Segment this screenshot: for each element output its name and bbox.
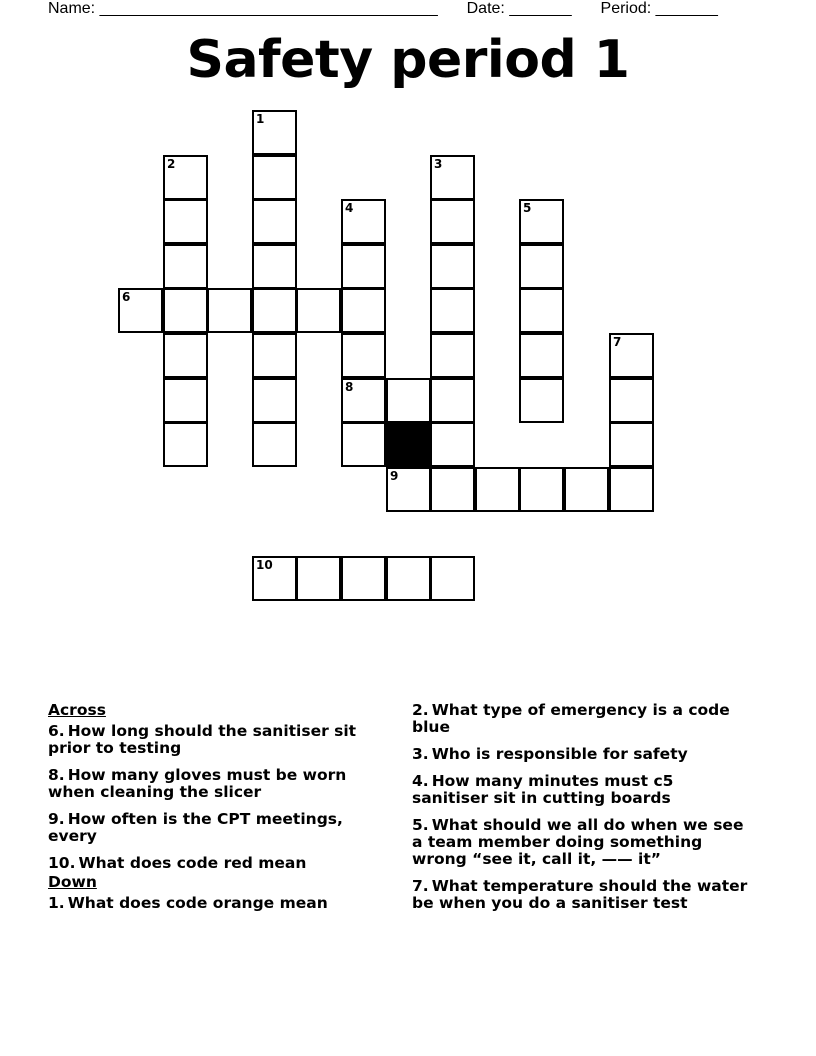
grid-cell[interactable] — [296, 288, 341, 333]
grid-cell[interactable] — [252, 110, 297, 155]
grid-cell[interactable] — [386, 467, 431, 512]
clue-text: How many minutes must c5 sanitiser sit in cutting boards — [412, 772, 674, 807]
grid-cell[interactable] — [341, 199, 386, 244]
clue-text: How often is the CPT meetings, every — [48, 810, 343, 845]
clue-number-label: 9 — [390, 469, 399, 483]
clue-number: 9. — [48, 810, 65, 828]
clue-down-5 — [412, 817, 752, 868]
grid-cell[interactable] — [430, 199, 475, 244]
grid-cell[interactable] — [430, 467, 475, 512]
name-field-label: Name: ______________________________________ — [48, 0, 438, 17]
grid-cell[interactable] — [564, 467, 609, 512]
clue-across-10 — [48, 855, 388, 872]
clue-number-label: 4 — [345, 201, 354, 215]
grid-cell[interactable] — [430, 422, 475, 467]
grid-cell[interactable] — [341, 333, 386, 378]
grid-cell[interactable] — [341, 422, 386, 467]
clue-number-label: 5 — [523, 201, 532, 215]
clue-number-label: 8 — [345, 380, 354, 394]
grid-cell[interactable] — [609, 378, 654, 423]
grid-cell[interactable] — [341, 556, 386, 601]
clue-down-4 — [412, 773, 752, 807]
grid-cell[interactable] — [430, 288, 475, 333]
grid-cell[interactable] — [430, 333, 475, 378]
clue-number-label: 3 — [434, 157, 443, 171]
grid-cell[interactable] — [430, 244, 475, 289]
clue-across-8 — [48, 767, 388, 801]
clue-down-2 — [412, 702, 752, 736]
clue-text: What should we all do when we see a team member doing something wrong “see it, call it, —— it” — [412, 816, 744, 868]
grid-cell[interactable] — [252, 422, 297, 467]
clue-number-label: 1 — [256, 112, 265, 126]
clue-number: 8. — [48, 766, 65, 784]
grid-cell[interactable] — [163, 244, 208, 289]
clue-number: 10. — [48, 854, 76, 872]
period-field-label: Period: _______ — [600, 0, 718, 17]
grid-cell[interactable] — [252, 244, 297, 289]
across-heading: Across — [48, 701, 106, 719]
grid-cell[interactable] — [341, 378, 386, 423]
grid-cell[interactable] — [163, 422, 208, 467]
grid-cell[interactable] — [252, 155, 297, 200]
clue-text: What does code red mean — [78, 854, 307, 872]
grid-cell[interactable] — [519, 378, 564, 423]
grid-cell[interactable] — [118, 288, 163, 333]
grid-cell[interactable] — [163, 199, 208, 244]
grid-cell[interactable] — [252, 288, 297, 333]
grid-cell[interactable] — [163, 155, 208, 200]
clue-text: What type of emergency is a code blue — [412, 701, 730, 736]
grid-cell[interactable] — [386, 378, 431, 423]
grid-cell[interactable] — [609, 422, 654, 467]
date-field-label: Date: _______ — [466, 0, 572, 17]
grid-cell[interactable] — [430, 556, 475, 601]
grid-cell[interactable] — [163, 333, 208, 378]
puzzle-title: Safety period 1 — [186, 30, 630, 90]
header-fields — [48, 0, 718, 18]
clue-number-label: 7 — [613, 335, 622, 349]
grid-cell[interactable] — [519, 288, 564, 333]
grid-cell[interactable] — [296, 556, 341, 601]
clue-number-label: 10 — [256, 558, 273, 572]
clue-across-9 — [48, 811, 388, 845]
grid-cell[interactable] — [430, 378, 475, 423]
clue-text: What temperature should the water be when you do a sanitiser test — [412, 877, 748, 912]
grid-cell[interactable] — [207, 288, 252, 333]
clues-left-column — [48, 702, 388, 922]
clue-text: Who is responsible for safety — [431, 745, 688, 763]
clue-number: 5. — [412, 816, 429, 834]
clue-number: 2. — [412, 701, 429, 719]
clue-down-3 — [412, 746, 752, 763]
clue-across-6 — [48, 723, 388, 757]
grid-cell[interactable] — [475, 467, 520, 512]
clue-number-label: 2 — [167, 157, 176, 171]
grid-cell[interactable] — [341, 244, 386, 289]
grid-cell[interactable] — [519, 244, 564, 289]
grid-cell[interactable] — [341, 288, 386, 333]
grid-cell[interactable] — [252, 378, 297, 423]
grid-cell[interactable] — [386, 556, 431, 601]
clue-number: 6. — [48, 722, 65, 740]
clue-number: 3. — [412, 745, 429, 763]
grid-cell[interactable] — [609, 333, 654, 378]
grid-cell[interactable] — [519, 467, 564, 512]
grid-cell[interactable] — [163, 288, 208, 333]
black-square — [386, 422, 431, 467]
grid-cell[interactable] — [609, 467, 654, 512]
grid-cell[interactable] — [252, 556, 297, 601]
clue-text: How long should the sanitiser sit prior to testing — [48, 722, 357, 757]
clue-text: How many gloves must be worn when cleaning the slicer — [48, 766, 347, 801]
down-heading: Down — [48, 873, 97, 891]
clue-number: 4. — [412, 772, 429, 790]
clue-number: 7. — [412, 877, 429, 895]
clue-number-label: 6 — [122, 290, 131, 304]
grid-cell[interactable] — [430, 155, 475, 200]
clue-number: 1. — [48, 894, 65, 912]
grid-cell[interactable] — [252, 333, 297, 378]
clue-text: What does code orange mean — [67, 894, 328, 912]
grid-cell[interactable] — [163, 378, 208, 423]
grid-cell[interactable] — [519, 333, 564, 378]
clue-down-7 — [412, 878, 752, 912]
grid-cell[interactable] — [252, 199, 297, 244]
clues-right-column — [412, 702, 752, 922]
clue-down-1 — [48, 895, 388, 912]
grid-cell[interactable] — [519, 199, 564, 244]
